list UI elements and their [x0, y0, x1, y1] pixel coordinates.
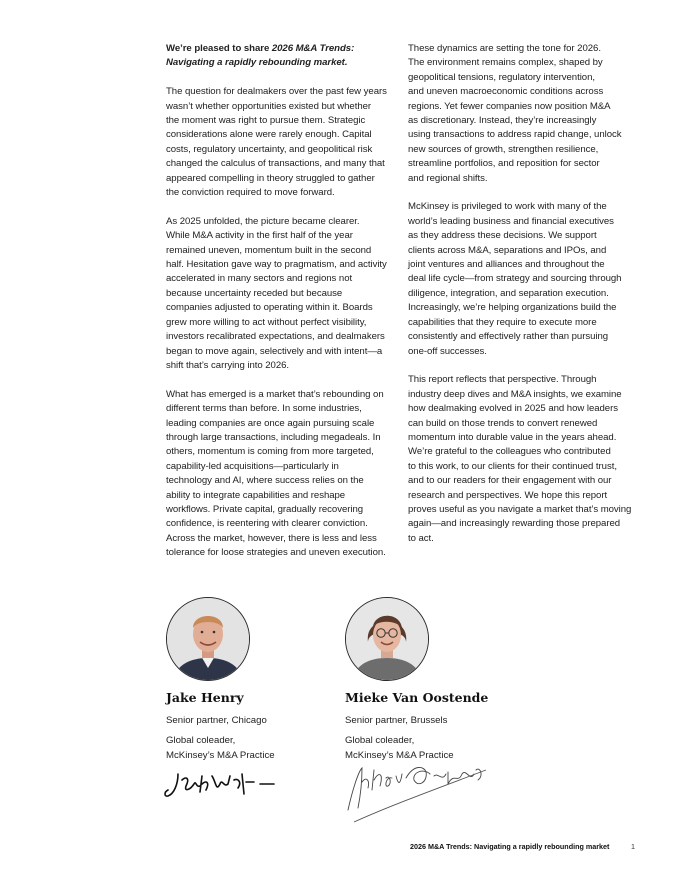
author-photo-mieke-van-oostende [345, 597, 429, 681]
intro-report-title: 2026 M&A Trends: Navigating a rapidly rebounding market. [166, 43, 355, 69]
paragraph: As 2025 unfolded, the picture became clearer. While M&A activity in the first half of the year remained uneven, momentum built in the second half. Hesitation gave way to pragmatism, and activity accelerated in many sectors and regions not because uncertainty receded but because companies adjusted to operating within it. Boards grew more willing to act without perfect visibility, investors recalibrated expectations, and dealmakers began to move again, selectively and with intent—a shift that’s carrying into 2026. [166, 215, 387, 371]
paragraph: McKinsey is privileged to work with many of the world’s leading business and financial executives as they address these decisions. We support clients across M&A, separations and IPOs, and joint ventures and alliances and throughout the deal life cycle—from strategy and sourcing through diligence, integration, and separation execution. Increasingly, we’re helping organizations build the capabilities that they require to execute more consistently and effectively rather than pursuing one-off successes. [408, 201, 622, 357]
paragraph: The question for dealmakers over the past few years wasn’t whether opportunities existed but whether the moment was right to pursue them. Strategic considerations alone were rarely enough. Capital costs, regulatory uncertainty, and geopolitical risk changed the calculus of transactions, and many that appeared compelling in theory struggled to gather the conviction required to move forward. [166, 86, 387, 199]
author-practice: Global coleader, McKinsey’s M&A Practice [345, 735, 454, 761]
intro-lead: We’re pleased to share [166, 43, 272, 54]
author-name: Jake Henry [166, 690, 244, 705]
author-photo-jake-henry [166, 597, 250, 681]
letter-left-column [166, 42, 398, 575]
author-name: Mieke Van Oostende [345, 690, 489, 705]
paragraph: What has emerged is a market that’s rebounding on different terms than before. In some industries, leading companies are once again pursuing scale through large transactions, including megadeals. In others, momentum is coming from more targeted, capability-led acquisitions—particularly in technology and AI, where success relies on the ability to integrate capabilities and reshape workflows. Private capital, gradually recovering confidence, is reentering with clearer conviction. Across the market, however, there is less and less tolerance for loose strategies and uneven execution. [166, 388, 386, 559]
page-number: 1 [631, 842, 635, 851]
signature-jake-henry [164, 770, 280, 802]
paragraph: These dynamics are setting the tone for 2026. The environment remains complex, shaped by geopolitical tensions, regulatory intervention, and uneven macroeconomic conditions across regions. Yet fewer companies now position M&A as discretionary. Instead, they’re increasingly using transactions to address rapid change, unlock new sources of growth, strengthen resilience, streamline portfolios, and reposition for sector and regional shifts. [408, 43, 622, 184]
intro-heading [166, 42, 398, 71]
author-practice: Global coleader, McKinsey’s M&A Practice [166, 735, 275, 761]
running-footer: 2026 M&A Trends: Navigating a rapidly rebounding market [410, 842, 610, 851]
author-role: Senior partner, Brussels [345, 715, 448, 726]
paragraph: This report reflects that perspective. Through industry deep dives and M&A insights, we examine how dealmaking evolved in 2025 and how leaders can build on those trends to convert renewed momentum into durable value in the years ahead. We’re grateful to the colleagues who contributed to this work, to our clients for their continued trust, and to our readers for their engagement with our research and perspectives. We hope this report proves useful as you navigate a market that’s moving again—and increasingly rewarding those prepared to act. [408, 374, 632, 544]
author-role: Senior partner, Chicago [166, 715, 267, 726]
signature-mieke-van-oostende [344, 762, 490, 828]
letter-right-column [408, 42, 640, 561]
